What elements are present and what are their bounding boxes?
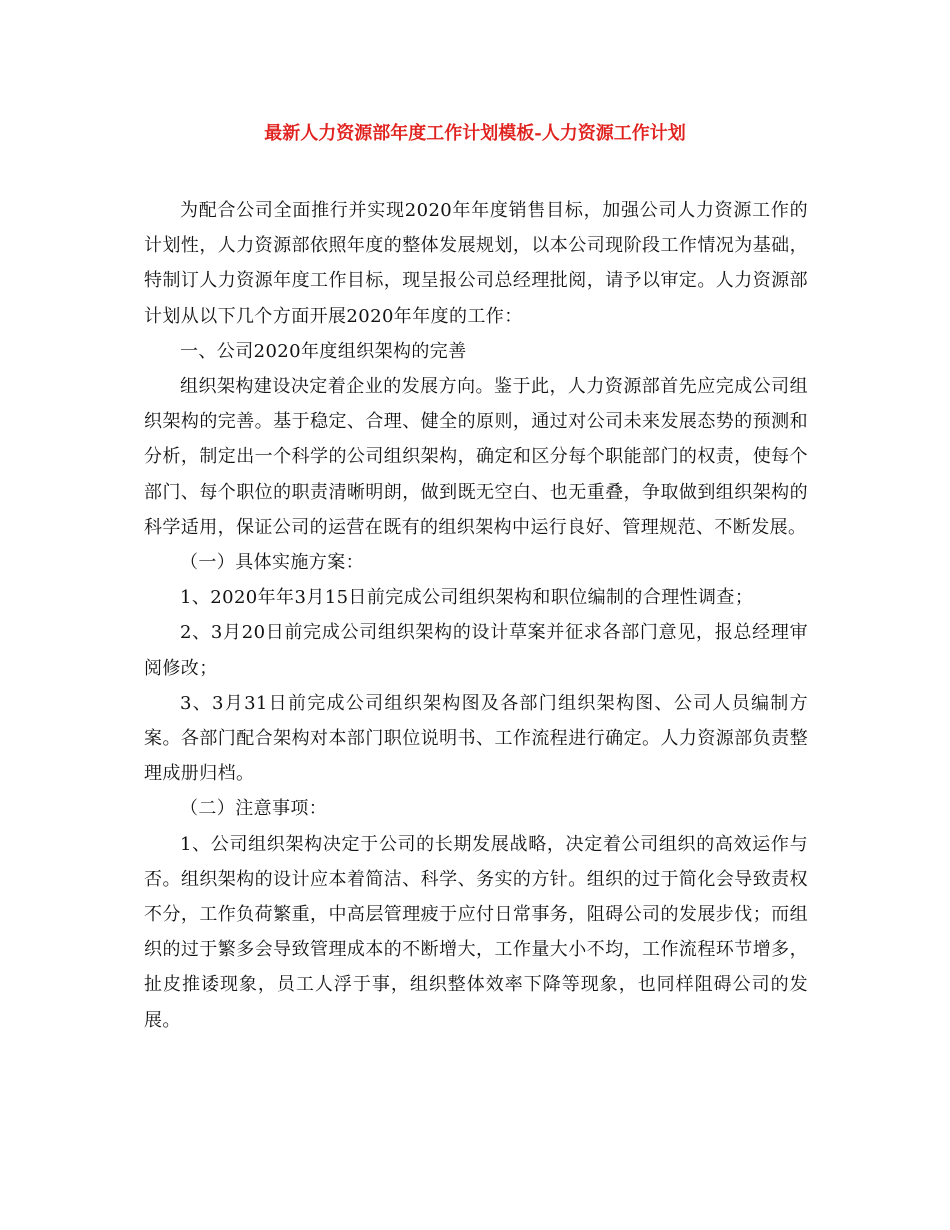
document-title: 最新人力资源部年度工作计划模板-人力资源工作计划 xyxy=(264,123,686,144)
paragraph-intro: 为配合公司全面推行并实现2020年年度销售目标，加强公司人力资源工作的计划性，人力资源部依照年度的整体发展规划，以本公司现阶段工作情况为基础，特制订人力资源年度工作目标，现呈报公司总经理批阅，请予以审定。人力资源部计划从以下几个方面开展2020年年度的工作： xyxy=(144,200,808,327)
list-item-plan-2: 2、3月20日前完成公司组织架构的设计草案并征求各部门意见，报总经理审阅修改； xyxy=(144,622,808,679)
heading-notes: （二）注意事项： xyxy=(180,798,328,820)
document-body xyxy=(144,193,808,1038)
list-item-plan-3: 3、3月31日前完成公司组织架构图及各部门组织架构图、公司人员编制方案。各部门配合架构对本部门职位说明书、工作流程进行确定。人力资源部负责整理成册归档。 xyxy=(144,692,808,785)
list-item-plan-1: 1、2020年年3月15日前完成公司组织架构和职位编制的合理性调查； xyxy=(180,587,754,609)
heading-implementation-plan: （一）具体实施方案： xyxy=(180,552,364,574)
heading-section-1: 一、公司2020年度组织架构的完善 xyxy=(180,340,467,362)
list-item-note-1: 1、公司组织架构决定于公司的长期发展战略，决定着公司组织的高效运作与否。组织架构的设计应本着简洁、科学、务实的方针。组织的过于简化会导致责权不分，工作负荷繁重，中高层管理疲于应付日常事务，阻碍公司的发展步伐；而组织的过于繁多会导致管理成本的不断增大，工作量大小不均，工作流程环节增多，扯皮推诿现象，员工人浮于事，组织整体效率下降等现象，也同样阻碍公司的发展。 xyxy=(144,833,808,1031)
paragraph-org-structure: 组织架构建设决定着企业的发展方向。鉴于此，人力资源部首先应完成公司组织架构的完善。基于稳定、合理、健全的原则，通过对公司未来发展态势的预测和分析，制定出一个科学的公司组织架构，确定和区分每个职能部门的权责，使每个部门、每个职位的职责清晰明朗，做到既无空白、也无重叠，争取做到组织架构的科学适用，保证公司的运营在既有的组织架构中运行良好、管理规范、不断发展。 xyxy=(144,376,808,538)
